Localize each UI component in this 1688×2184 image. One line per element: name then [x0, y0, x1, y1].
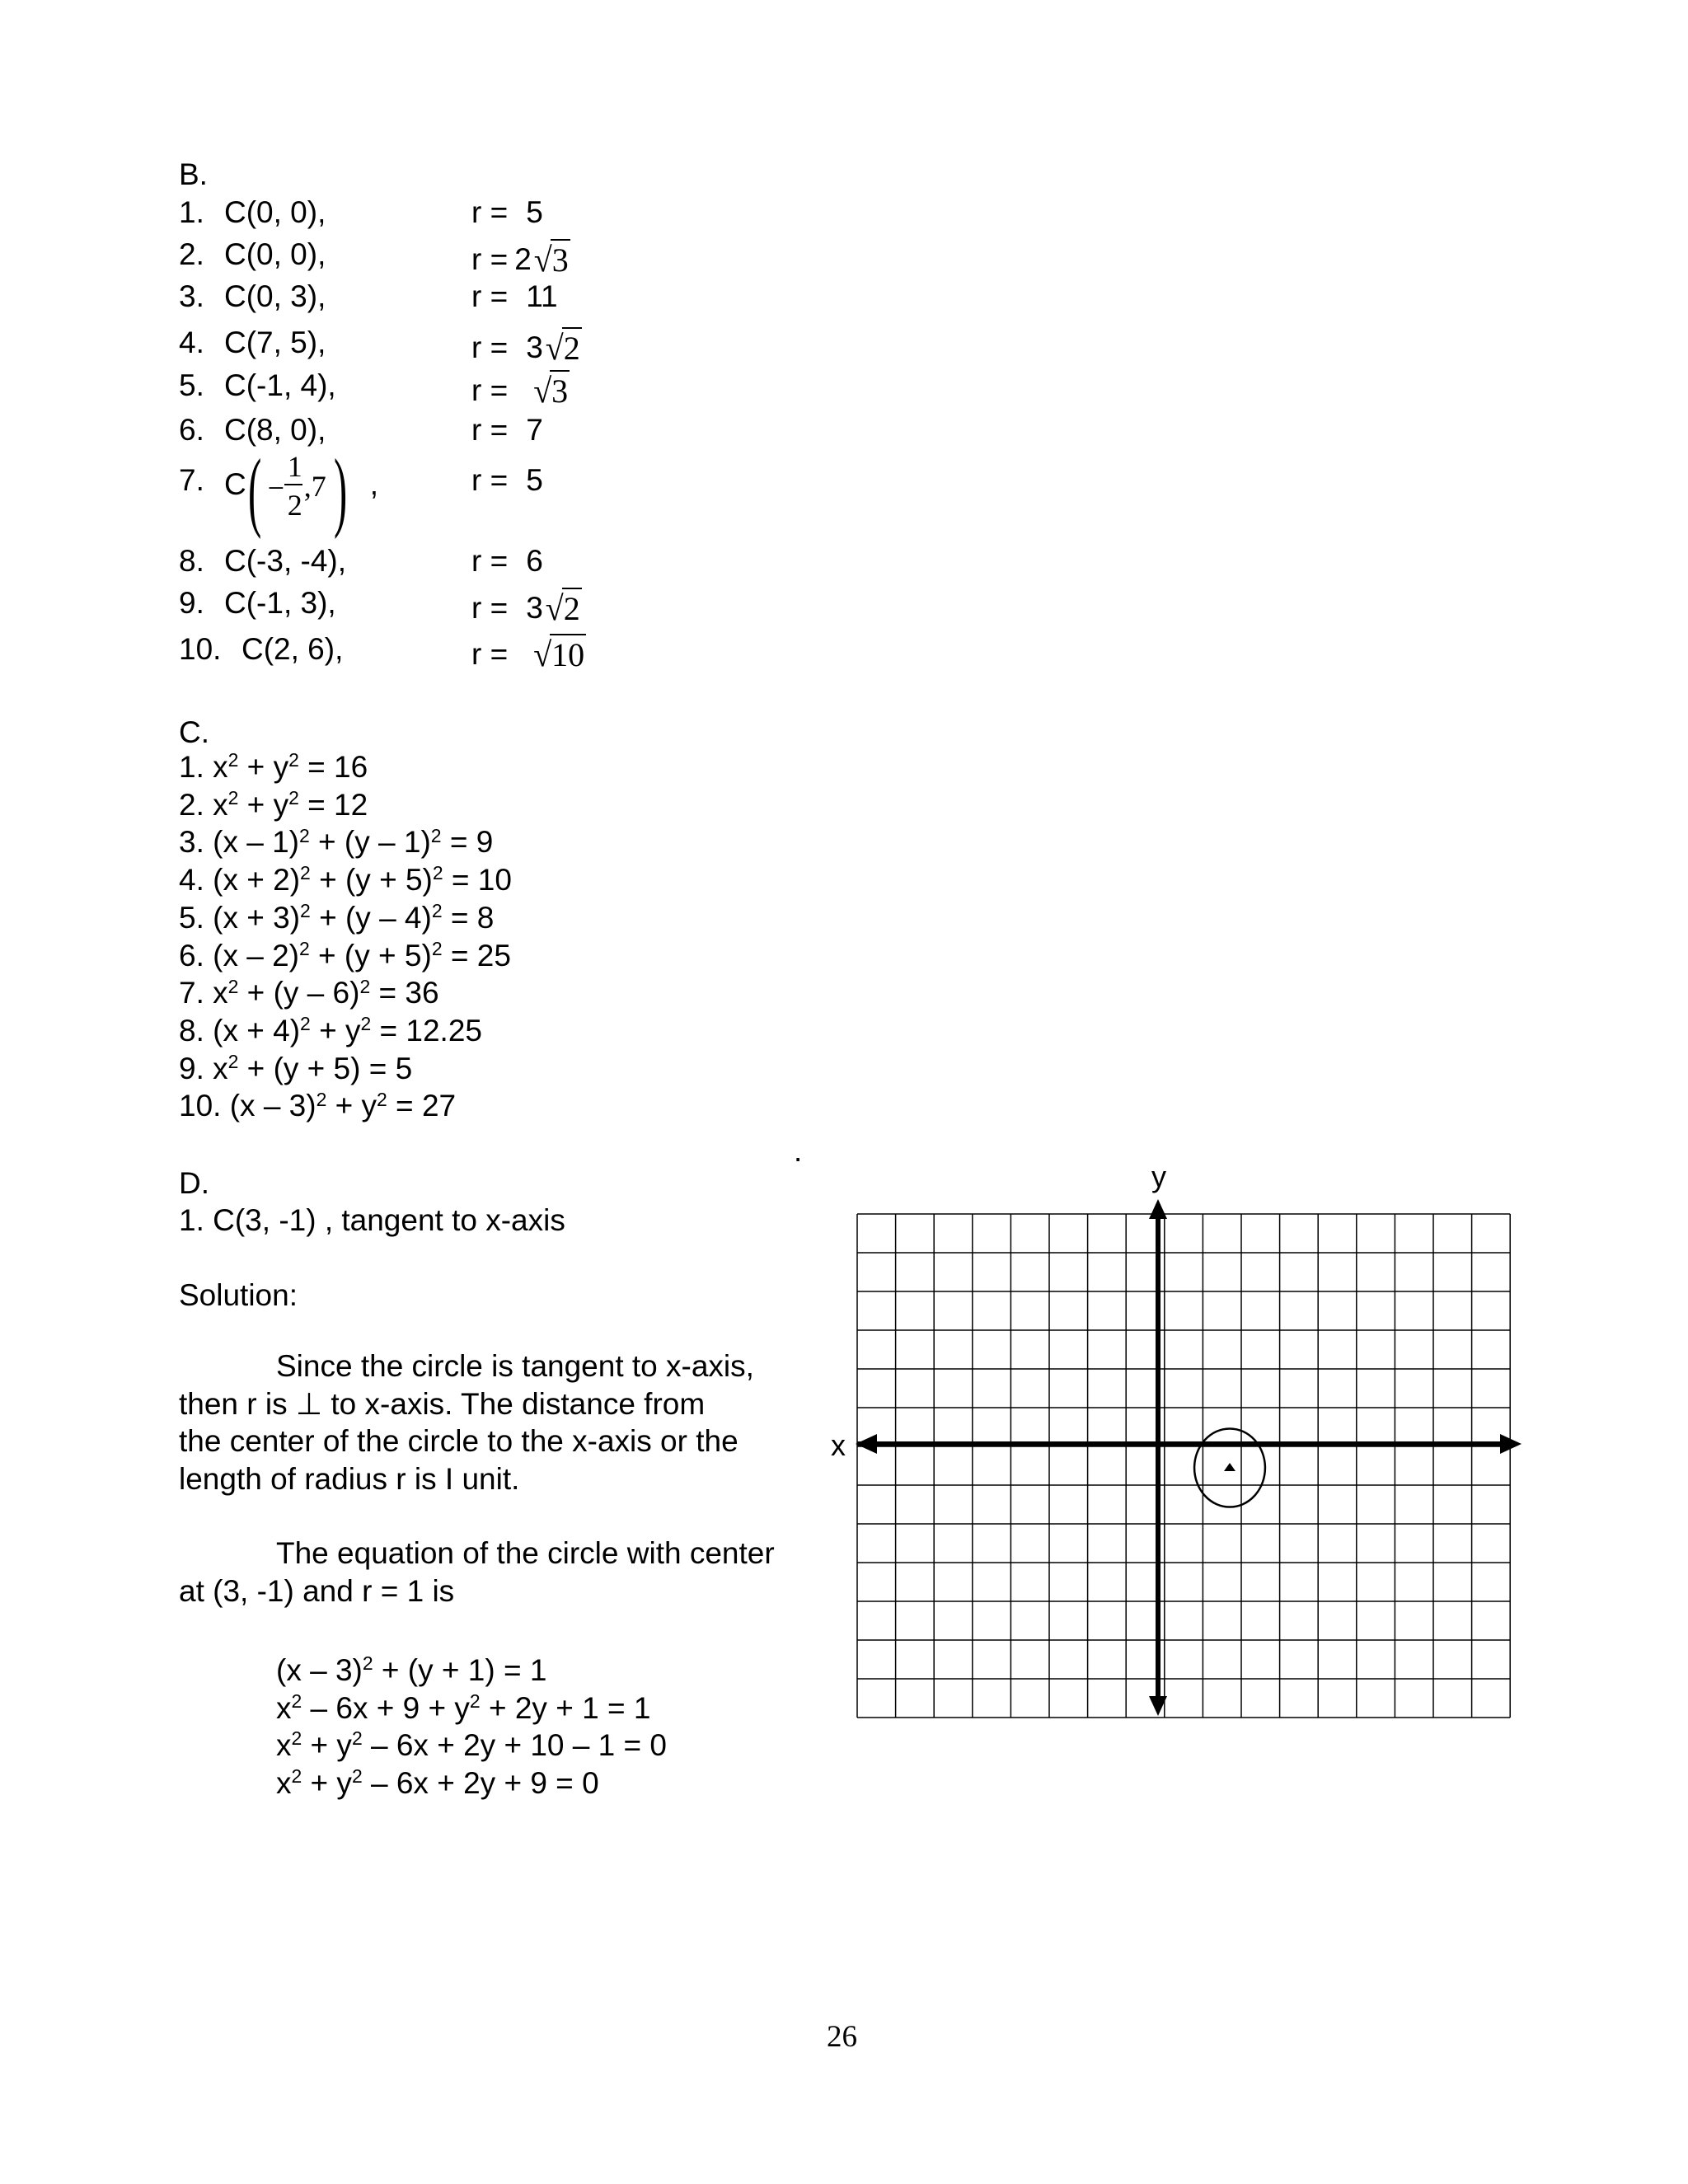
square-root: √10	[533, 635, 585, 675]
radius-value	[471, 237, 570, 278]
center-value	[224, 442, 379, 540]
section-b-list	[179, 195, 921, 690]
square-root-argument: 2	[562, 588, 582, 628]
equation-item: 7. $x^2 + (y - 6)^2 = 36$	[179, 975, 439, 1010]
radius-coefficient: 3	[526, 330, 543, 364]
square-root: √3	[533, 240, 569, 280]
radius-item	[179, 586, 921, 627]
equation-item: 5. $(x + 3)^2 + (y - 4)^2 = 8$	[179, 900, 495, 935]
radius-item	[179, 279, 921, 321]
equation-item: 3. (x – 1)$^2$ + (y – 1)$^2$ = 9	[179, 824, 494, 860]
paragraph-line: Since the circle is tangent to x-axis,	[276, 1349, 754, 1383]
section-b-heading: B.	[179, 157, 208, 191]
radius-label: r =	[471, 330, 509, 364]
radius-value	[471, 326, 582, 366]
x-axis-label: x	[831, 1428, 846, 1462]
radius-item	[179, 544, 921, 585]
radius-coefficient: 11	[526, 279, 558, 313]
radius-coefficient: 3	[526, 591, 543, 625]
radius-label: r =	[471, 544, 509, 578]
center-value: C(-1, 4),	[224, 368, 336, 402]
item-number: 7.	[179, 463, 204, 497]
item-number: 10.	[179, 632, 222, 666]
equation-item: 6. $(x - 2)^2 + (y + 5)^2 = 25$	[179, 937, 511, 972]
solution-equation: $x^2 - 6x + 9 + y^2 + 2y + 1 = 1$	[276, 1690, 651, 1725]
radius-coefficient: 5	[526, 463, 543, 497]
fraction-tail: ,7	[303, 470, 326, 503]
y-axis-label: y	[1151, 1160, 1166, 1193]
radius-item	[179, 632, 921, 673]
radius-label: r =	[471, 591, 509, 625]
radius-item	[179, 368, 921, 410]
section-c-heading: C.	[179, 715, 209, 749]
paragraph-line: at (3, -1) and r = 1 is	[179, 1573, 455, 1608]
page-number: 26	[827, 2020, 857, 2054]
square-root: √2	[545, 588, 580, 629]
radius-label: r =	[471, 373, 509, 407]
x-axis-right-arrow	[1500, 1434, 1522, 1454]
square-root-argument: 3	[550, 370, 570, 410]
paragraph-line: length of radius r is I unit.	[179, 1461, 520, 1496]
graph-circle-layer	[1194, 1428, 1265, 1507]
section-c-list	[179, 749, 838, 1131]
solution-label: Solution:	[179, 1278, 298, 1312]
square-root: √2	[545, 328, 580, 368]
equation-item: 4. $(x + 2)^2 + (y + 5)^2 = 10$	[179, 862, 512, 898]
item-number: 4.	[179, 326, 204, 359]
center-value: C(0, 0),	[224, 195, 326, 229]
x-axis-left-arrow	[856, 1434, 877, 1454]
stray-mark: .	[794, 1134, 803, 1168]
radius-label: r =	[471, 413, 509, 447]
radius-value	[471, 195, 543, 230]
solution-equation: (x – 3)$^2$ + (y + 1) = 1	[276, 1652, 547, 1687]
square-root-argument: 3	[551, 239, 570, 279]
square-root-argument: 10	[550, 634, 586, 674]
paragraph-line: then r is ⊥ to x-axis. The distance from	[179, 1386, 706, 1421]
radius-value	[471, 413, 543, 448]
radius-label: r =	[471, 242, 509, 276]
item-number: 9.	[179, 586, 204, 620]
item-number: 1.	[179, 195, 204, 229]
center-value: C(-3, -4),	[224, 544, 346, 578]
radius-coefficient: 2	[514, 242, 532, 276]
center-suffix: ,	[369, 467, 379, 501]
square-root-argument: 2	[562, 327, 582, 368]
equation-item: 2. $x^2 + y^2 = 12$	[179, 787, 368, 822]
item-number: 8.	[179, 544, 204, 578]
section-d-problem: 1. C(3, -1) , tangent to x-axis	[179, 1203, 565, 1237]
equation-item: 1. $x^2 + y^2 = 16$	[179, 749, 368, 784]
radius-item	[179, 326, 921, 367]
circle-center-mark	[1224, 1463, 1236, 1471]
fraction-denominator: 2	[287, 489, 302, 522]
center-prefix: C	[224, 467, 246, 501]
radius-label: r =	[471, 463, 509, 497]
radius-coefficient: 6	[526, 544, 543, 578]
equation-item: 9. $x^2 + (y + 5) = 5$	[179, 1050, 413, 1085]
radius-value	[471, 463, 543, 498]
graph-axes	[856, 1199, 1522, 1716]
radius-item	[179, 195, 921, 237]
solution-equations	[276, 1652, 853, 1811]
section-d-heading: D.	[179, 1166, 209, 1200]
paragraph-line: the center of the circle to the x-axis or the	[179, 1424, 738, 1458]
radius-value	[471, 368, 570, 409]
radius-value	[471, 632, 586, 673]
radius-label: r =	[471, 195, 509, 229]
radius-item	[179, 237, 921, 279]
solution-paragraph-1	[179, 1347, 838, 1504]
fraction-sign: −	[267, 471, 285, 504]
radius-label: r =	[471, 279, 509, 313]
square-root: √3	[533, 371, 569, 411]
solution-equation: $x^2 + y^2 - 6x + 2y + 10 - 1 = 0$	[276, 1727, 667, 1762]
graph-grid	[857, 1214, 1510, 1718]
radius-coefficient: 5	[526, 195, 543, 229]
item-number: 5.	[179, 368, 204, 402]
center-value: C(8, 0),	[224, 413, 326, 447]
radius-value	[471, 586, 582, 629]
center-value: C(2, 6),	[241, 632, 344, 666]
fraction-numerator: 1	[287, 450, 302, 483]
center-fraction: ( − 1 2 ,7 )	[247, 442, 347, 540]
radius-label: r =	[471, 637, 509, 671]
item-number: 2.	[179, 237, 204, 271]
equation-item: 8. $(x + 4)^2 + y^2 = 12.25$	[179, 1013, 482, 1047]
item-number: 3.	[179, 279, 204, 313]
y-axis-top-arrow	[1149, 1199, 1167, 1219]
solution-equation: $x^2 + y^2 - 6x + 2y + 9 = 0$	[276, 1765, 599, 1800]
radius-coefficient: 7	[526, 413, 543, 447]
solution-paragraph-2	[179, 1535, 838, 1617]
center-value: C(-1, 3),	[224, 586, 336, 620]
radius-item	[179, 442, 921, 540]
center-value: C(7, 5),	[224, 326, 326, 359]
equation-item: 10. $(x - 3)^2 + y^2 = 27$	[179, 1088, 457, 1123]
item-number: 6.	[179, 413, 204, 447]
radius-value	[471, 279, 558, 314]
radius-value	[471, 544, 543, 579]
center-value: C(0, 3),	[224, 279, 326, 313]
paragraph-line: The equation of the circle with center	[276, 1536, 775, 1570]
coordinate-graph	[816, 1158, 1541, 1751]
center-value: C(0, 0),	[224, 237, 326, 271]
